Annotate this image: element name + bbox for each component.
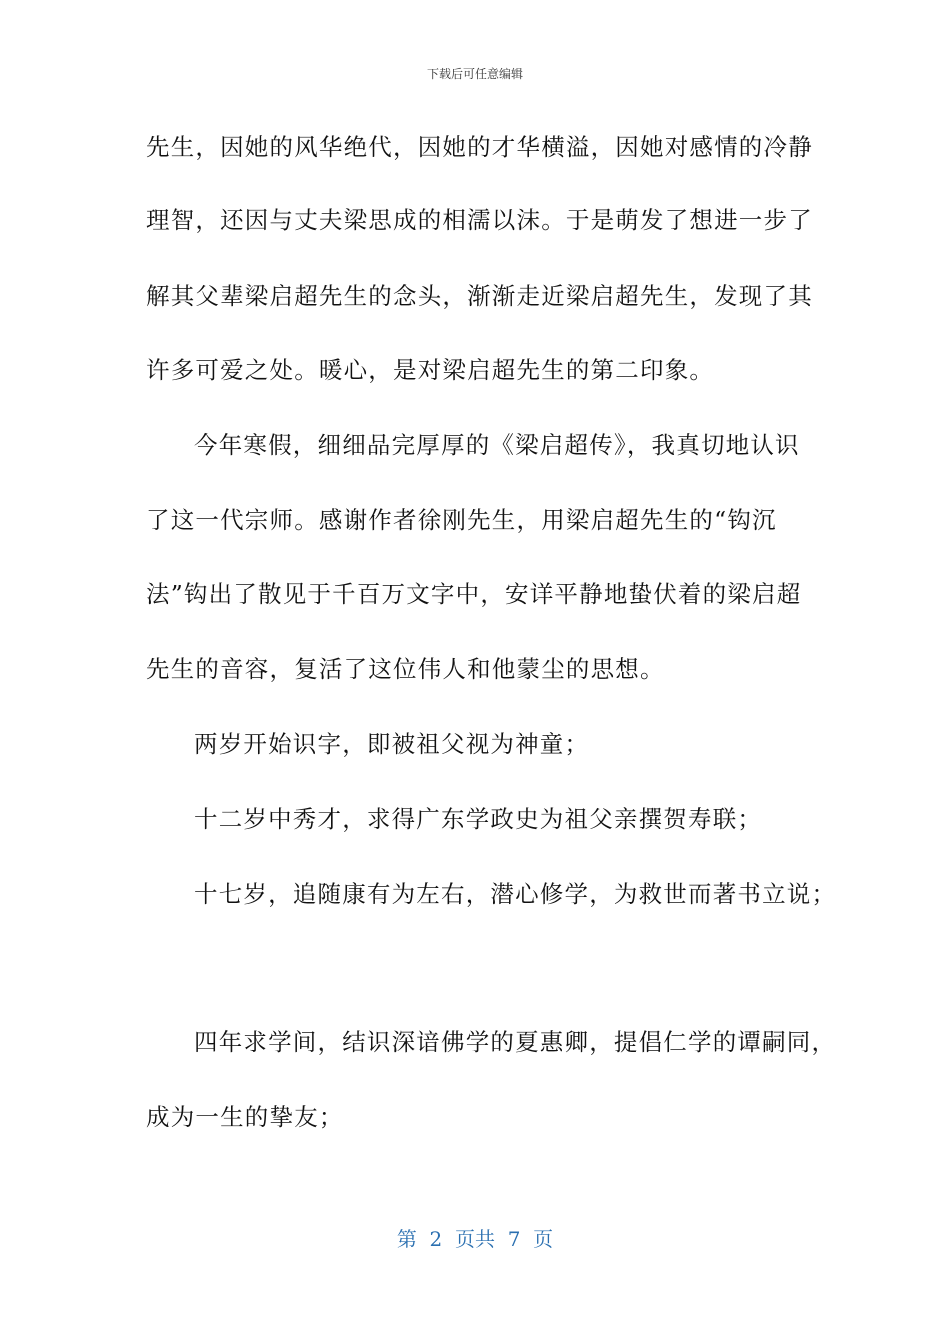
text-line: 解其父辈梁启超先生的念头，渐渐走近梁启超先生，发现了其	[146, 282, 813, 310]
text-line: 十二岁中秀才，求得广东学政史为祖父亲撰贺寿联；	[194, 805, 763, 833]
text-line: 法”钩出了散见于千百万文字中，安详平静地蛰伏着的梁启超	[146, 580, 802, 608]
page-footer: 第 2 页共 7 页	[396, 1227, 554, 1251]
text-line: 成为一生的挚友；	[146, 1103, 344, 1131]
text-line: 了这一代宗师。感谢作者徐刚先生，用梁启超先生的“钩沉	[146, 506, 777, 534]
page-header: 下载后可任意编辑	[426, 67, 523, 81]
text-line: 许多可爱之处。暖心，是对梁启超先生的第二印象。	[146, 356, 715, 384]
text-line: 先生的音容，复活了这位伟人和他蒙尘的思想。	[146, 655, 665, 683]
text-line: 理智，还因与丈夫梁思成的相濡以沫。于是萌发了想进一步了	[146, 206, 813, 234]
text-line: 十七岁，追随康有为左右，潜心修学，为救世而著书立说；	[194, 880, 837, 908]
text-line: 先生，因她的风华绝代，因她的才华横溢，因她对感情的冷静	[146, 133, 813, 161]
text-line: 今年寒假，细细品完厚厚的《梁启超传》，我真切地认识	[194, 431, 800, 459]
text-line: 四年求学间，结识深谙佛学的夏惠卿，提倡仁学的谭嗣同，	[194, 1028, 837, 1056]
text-line: 两岁开始识字，即被祖父视为神童；	[194, 730, 590, 758]
